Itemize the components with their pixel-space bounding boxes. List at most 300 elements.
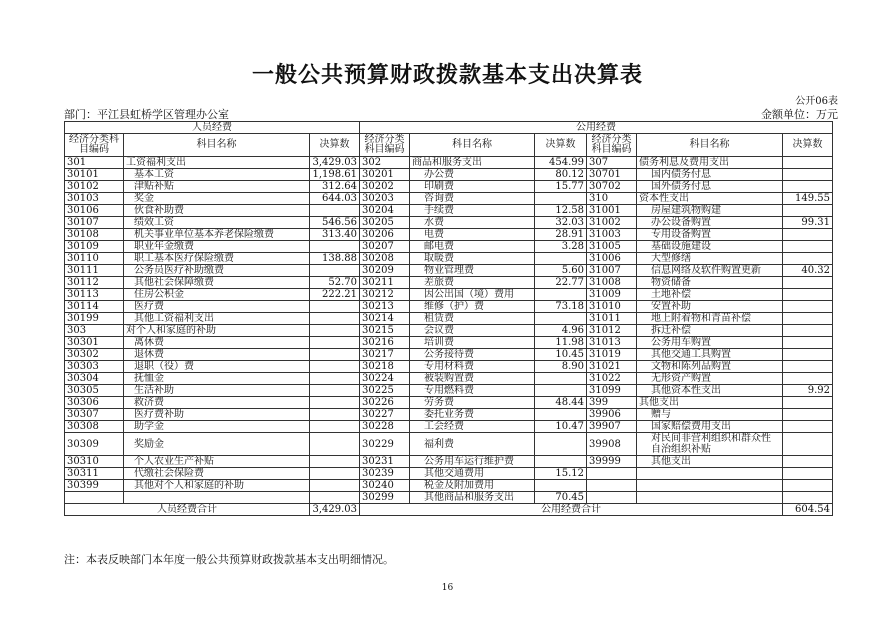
public-b-name-cell: 债务利息及费用支出 — [637, 157, 783, 169]
table-row — [65, 385, 833, 397]
public-b-code-cell: 310 — [587, 193, 637, 205]
personnel-amount-cell — [310, 241, 360, 253]
public-a-code-cell: 302 — [360, 157, 410, 169]
public-b-code-cell: 31007 — [587, 265, 637, 277]
personnel-name-cell: 住房公积金 — [124, 289, 310, 301]
public-b-amount-cell — [783, 253, 833, 265]
public-a-amount-cell — [535, 313, 587, 325]
table-row — [65, 409, 833, 421]
column-header-amount: 决算数 — [310, 134, 360, 157]
table-row — [65, 468, 833, 480]
personnel-code-cell: 30112 — [65, 277, 124, 289]
table-row — [65, 157, 833, 169]
public-b-amount-cell — [783, 277, 833, 289]
personnel-code-cell: 303 — [65, 325, 124, 337]
public-b-code-cell: 399 — [587, 397, 637, 409]
personnel-name-cell: 抚恤金 — [124, 373, 310, 385]
public-a-name-cell: 差旅费 — [410, 277, 535, 289]
personnel-name-cell — [124, 492, 310, 504]
public-a-name-cell: 物业管理费 — [410, 265, 535, 277]
public-a-name-cell: 其他商品和服务支出 — [410, 492, 535, 504]
department-label: 部门：平江县虹桥学区管理办公室 — [64, 108, 229, 121]
public-a-code-cell: 30299 — [360, 492, 410, 504]
footnote: 注：本表反映部门本年度一般公共预算财政拨款基本支出明细情况。 — [64, 553, 394, 566]
personnel-amount-cell — [310, 456, 360, 468]
personnel-name-cell: 离休费 — [124, 337, 310, 349]
public-a-amount-cell — [535, 480, 587, 492]
table-row — [65, 421, 833, 433]
public-a-code-cell: 30225 — [360, 385, 410, 397]
public-b-amount-cell — [783, 337, 833, 349]
public-a-code-cell: 30217 — [360, 349, 410, 361]
column-header-name: 科目名称 — [410, 134, 535, 157]
totals-row — [65, 504, 833, 516]
public-a-amount-cell — [535, 433, 587, 456]
public-b-name-cell: 其他资本性支出 — [637, 385, 783, 397]
public-a-name-cell: 税金及附加费用 — [410, 480, 535, 492]
public-a-amount-cell — [535, 253, 587, 265]
personnel-code-cell: 30107 — [65, 217, 124, 229]
personnel-amount-cell — [310, 480, 360, 492]
public-b-amount-cell — [783, 205, 833, 217]
personnel-amount-cell: 3,429.03 — [310, 157, 360, 169]
column-header-row — [65, 134, 833, 157]
public-b-name-cell: 资本性支出 — [637, 193, 783, 205]
table-row — [65, 193, 833, 205]
public-a-name-cell: 租赁费 — [410, 313, 535, 325]
public-b-amount-cell — [783, 289, 833, 301]
table-row — [65, 456, 833, 468]
public-a-amount-cell: 15.12 — [535, 468, 587, 480]
public-a-amount-cell: 70.45 — [535, 492, 587, 504]
public-a-name-cell: 福利费 — [410, 433, 535, 456]
public-b-amount-cell: 99.31 — [783, 217, 833, 229]
personnel-amount-cell — [310, 468, 360, 480]
public-a-code-cell: 30240 — [360, 480, 410, 492]
column-header-code: 经济分类科目编码 — [65, 134, 124, 157]
public-b-amount-cell: 9.92 — [783, 385, 833, 397]
public-a-amount-cell: 11.98 — [535, 337, 587, 349]
public-b-amount-cell — [783, 229, 833, 241]
public-b-code-cell: 31022 — [587, 373, 637, 385]
public-b-name-cell — [637, 480, 783, 492]
public-a-code-cell: 30201 — [360, 169, 410, 181]
personnel-name-cell: 生活补助 — [124, 385, 310, 397]
public-a-name-cell: 劳务费 — [410, 397, 535, 409]
public-a-code-cell: 30226 — [360, 397, 410, 409]
personnel-code-cell: 30399 — [65, 480, 124, 492]
public-group-header: 公用经费 — [360, 122, 833, 134]
public-a-code-cell: 30205 — [360, 217, 410, 229]
public-b-amount-cell — [783, 409, 833, 421]
personnel-code-cell: 30304 — [65, 373, 124, 385]
public-a-name-cell: 印刷费 — [410, 181, 535, 193]
personnel-amount-cell — [310, 337, 360, 349]
personnel-code-cell: 30306 — [65, 397, 124, 409]
personnel-amount-cell — [310, 397, 360, 409]
public-b-amount-cell: 40.32 — [783, 265, 833, 277]
table-row — [65, 325, 833, 337]
public-total-label: 公用经费合计 — [360, 504, 783, 516]
personnel-code-cell: 30308 — [65, 421, 124, 433]
public-b-name-cell: 专用设备购置 — [637, 229, 783, 241]
column-header-amount: 决算数 — [535, 134, 587, 157]
page-number: 16 — [441, 583, 454, 593]
public-b-amount-cell — [783, 313, 833, 325]
public-a-amount-cell: 15.77 — [535, 181, 587, 193]
public-a-code-cell: 30211 — [360, 277, 410, 289]
public-b-code-cell: 307 — [587, 157, 637, 169]
public-a-amount-cell: 22.77 — [535, 277, 587, 289]
personnel-total-amount: 3,429.03 — [310, 504, 360, 516]
public-b-code-cell: 31009 — [587, 289, 637, 301]
personnel-code-cell: 30113 — [65, 289, 124, 301]
public-b-amount-cell — [783, 433, 833, 456]
personnel-code-cell: 30307 — [65, 409, 124, 421]
public-a-code-cell: 30218 — [360, 361, 410, 373]
public-b-name-cell: 其他支出 — [637, 397, 783, 409]
public-a-name-cell: 会议费 — [410, 325, 535, 337]
personnel-name-cell: 代缴社会保险费 — [124, 468, 310, 480]
table-row — [65, 313, 833, 325]
table-row — [65, 337, 833, 349]
public-b-amount-cell — [783, 169, 833, 181]
public-b-amount-cell — [783, 480, 833, 492]
personnel-amount-cell — [310, 373, 360, 385]
public-a-code-cell: 30209 — [360, 265, 410, 277]
table-row — [65, 480, 833, 492]
public-a-name-cell: 手续费 — [410, 205, 535, 217]
public-b-code-cell: 31008 — [587, 277, 637, 289]
personnel-name-cell: 津贴补贴 — [124, 181, 310, 193]
table-row — [65, 349, 833, 361]
personnel-name-cell: 对个人和家庭的补助 — [124, 325, 310, 337]
public-a-code-cell: 30231 — [360, 456, 410, 468]
personnel-name-cell: 工资福利支出 — [124, 157, 310, 169]
personnel-name-cell: 其他工资福利支出 — [124, 313, 310, 325]
public-b-code-cell: 31002 — [587, 217, 637, 229]
public-a-code-cell: 30224 — [360, 373, 410, 385]
public-a-amount-cell: 28.91 — [535, 229, 587, 241]
personnel-name-cell: 其他对个人和家庭的补助 — [124, 480, 310, 492]
personnel-amount-cell — [310, 265, 360, 277]
table-row — [65, 169, 833, 181]
personnel-code-cell: 30305 — [65, 385, 124, 397]
public-b-code-cell: 31010 — [587, 301, 637, 313]
public-b-amount-cell — [783, 157, 833, 169]
public-a-amount-cell — [535, 193, 587, 205]
table-row — [65, 229, 833, 241]
public-b-name-cell: 赠与 — [637, 409, 783, 421]
personnel-name-cell: 奖金 — [124, 193, 310, 205]
public-b-name-cell: 大型修缮 — [637, 253, 783, 265]
public-b-name-cell: 国家赔偿费用支出 — [637, 421, 783, 433]
personnel-name-cell: 机关事业单位基本养老保险缴费 — [124, 229, 310, 241]
public-b-name-cell: 其他交通工具购置 — [637, 349, 783, 361]
public-b-code-cell — [587, 468, 637, 480]
table-row — [65, 181, 833, 193]
public-b-name-cell: 对民间非营利组织和群众性自治组织补贴 — [637, 433, 783, 456]
public-a-name-cell: 水费 — [410, 217, 535, 229]
public-a-name-cell: 维修（护）费 — [410, 301, 535, 313]
personnel-name-cell: 其他社会保障缴费 — [124, 277, 310, 289]
public-b-code-cell: 31013 — [587, 337, 637, 349]
personnel-name-cell: 绩效工资 — [124, 217, 310, 229]
personnel-code-cell: 30311 — [65, 468, 124, 480]
personnel-amount-cell: 644.03 — [310, 193, 360, 205]
personnel-name-cell: 公务员医疗补助缴费 — [124, 265, 310, 277]
table-row — [65, 265, 833, 277]
public-b-code-cell: 39908 — [587, 433, 637, 456]
public-b-code-cell: 31003 — [587, 229, 637, 241]
public-b-code-cell: 31099 — [587, 385, 637, 397]
public-b-code-cell: 31001 — [587, 205, 637, 217]
public-a-code-cell: 30228 — [360, 421, 410, 433]
public-b-amount-cell — [783, 397, 833, 409]
personnel-amount-cell — [310, 349, 360, 361]
public-b-code-cell: 39999 — [587, 456, 637, 468]
column-header-name: 科目名称 — [637, 134, 783, 157]
table-row — [65, 361, 833, 373]
public-a-amount-cell — [535, 456, 587, 468]
personnel-amount-cell — [310, 409, 360, 421]
public-a-amount-cell: 4.96 — [535, 325, 587, 337]
public-a-name-cell: 咨询费 — [410, 193, 535, 205]
public-b-amount-cell — [783, 241, 833, 253]
public-a-name-cell: 其他交通费用 — [410, 468, 535, 480]
public-a-code-cell: 30212 — [360, 289, 410, 301]
public-b-amount-cell — [783, 373, 833, 385]
public-a-amount-cell: 12.58 — [535, 205, 587, 217]
column-header-code: 经济分类科目编码 — [360, 134, 410, 157]
table-row — [65, 397, 833, 409]
public-b-code-cell: 39906 — [587, 409, 637, 421]
personnel-code-cell: 30110 — [65, 253, 124, 265]
public-b-name-cell: 物资储备 — [637, 277, 783, 289]
personnel-code-cell: 30199 — [65, 313, 124, 325]
personnel-code-cell: 30102 — [65, 181, 124, 193]
public-b-amount-cell — [783, 301, 833, 313]
public-b-code-cell: 39907 — [587, 421, 637, 433]
personnel-name-cell: 职业年金缴费 — [124, 241, 310, 253]
public-b-name-cell: 文物和陈列品购置 — [637, 361, 783, 373]
public-b-name-cell: 房屋建筑物购建 — [637, 205, 783, 217]
table-row — [65, 205, 833, 217]
public-a-code-cell: 30206 — [360, 229, 410, 241]
public-b-code-cell: 30701 — [587, 169, 637, 181]
public-b-name-cell: 办公设备购置 — [637, 217, 783, 229]
public-b-amount-cell — [783, 492, 833, 504]
public-a-code-cell: 30204 — [360, 205, 410, 217]
public-a-amount-cell — [535, 409, 587, 421]
personnel-name-cell: 救济费 — [124, 397, 310, 409]
personnel-name-cell: 医疗费 — [124, 301, 310, 313]
public-b-name-cell: 地上附着物和青苗补偿 — [637, 313, 783, 325]
table-number: 公开06表 — [795, 96, 838, 107]
personnel-amount-cell — [310, 313, 360, 325]
personnel-name-cell: 个人农业生产补贴 — [124, 456, 310, 468]
public-a-amount-cell — [535, 289, 587, 301]
public-b-code-cell — [587, 480, 637, 492]
public-a-name-cell: 专用燃料费 — [410, 385, 535, 397]
personnel-amount-cell: 138.88 — [310, 253, 360, 265]
table-row — [65, 253, 833, 265]
public-a-code-cell: 30208 — [360, 253, 410, 265]
personnel-name-cell: 基本工资 — [124, 169, 310, 181]
public-b-name-cell: 拆迁补偿 — [637, 325, 783, 337]
public-b-name-cell: 其他支出 — [637, 456, 783, 468]
personnel-code-cell — [65, 492, 124, 504]
public-b-amount-cell — [783, 361, 833, 373]
public-b-name-cell: 公务用车购置 — [637, 337, 783, 349]
personnel-amount-cell: 52.70 — [310, 277, 360, 289]
public-a-amount-cell: 32.03 — [535, 217, 587, 229]
public-a-amount-cell: 5.60 — [535, 265, 587, 277]
public-a-code-cell: 30229 — [360, 433, 410, 456]
public-a-name-cell: 邮电费 — [410, 241, 535, 253]
public-a-amount-cell: 454.99 — [535, 157, 587, 169]
public-a-amount-cell: 8.90 — [535, 361, 587, 373]
personnel-name-cell: 退职（役）费 — [124, 361, 310, 373]
public-a-amount-cell: 73.18 — [535, 301, 587, 313]
public-b-name-cell: 土地补偿 — [637, 289, 783, 301]
public-a-name-cell: 因公出国（境）费用 — [410, 289, 535, 301]
public-a-code-cell: 30214 — [360, 313, 410, 325]
public-a-name-cell: 公务接待费 — [410, 349, 535, 361]
public-a-code-cell: 30215 — [360, 325, 410, 337]
expenditure-table — [64, 121, 833, 516]
personnel-code-cell: 30103 — [65, 193, 124, 205]
personnel-name-cell: 退休费 — [124, 349, 310, 361]
public-b-name-cell: 国外债务付息 — [637, 181, 783, 193]
public-b-name-cell: 国内债务付息 — [637, 169, 783, 181]
public-b-name-cell: 安置补助 — [637, 301, 783, 313]
personnel-code-cell: 301 — [65, 157, 124, 169]
personnel-code-cell: 30302 — [65, 349, 124, 361]
personnel-code-cell: 30309 — [65, 433, 124, 456]
public-a-code-cell: 30213 — [360, 301, 410, 313]
personnel-code-cell: 30310 — [65, 456, 124, 468]
table-row — [65, 301, 833, 313]
personnel-amount-cell: 222.21 — [310, 289, 360, 301]
table-row — [65, 241, 833, 253]
public-b-name-cell — [637, 468, 783, 480]
public-a-name-cell: 培训费 — [410, 337, 535, 349]
personnel-total-label: 人员经费合计 — [65, 504, 310, 516]
public-a-name-cell: 专用材料费 — [410, 361, 535, 373]
public-b-code-cell: 31012 — [587, 325, 637, 337]
personnel-code-cell: 30111 — [65, 265, 124, 277]
public-a-name-cell: 委托业务费 — [410, 409, 535, 421]
table-row — [65, 492, 833, 504]
public-a-amount-cell: 3.28 — [535, 241, 587, 253]
public-b-code-cell: 31021 — [587, 361, 637, 373]
public-b-code-cell — [587, 492, 637, 504]
public-b-code-cell: 31011 — [587, 313, 637, 325]
public-a-name-cell: 取暖费 — [410, 253, 535, 265]
public-b-amount-cell — [783, 468, 833, 480]
public-a-name-cell: 电费 — [410, 229, 535, 241]
group-header-row — [65, 122, 833, 134]
personnel-amount-cell — [310, 433, 360, 456]
public-a-code-cell: 30207 — [360, 241, 410, 253]
column-header-name: 科目名称 — [124, 134, 310, 157]
column-header-code: 经济分类科目编码 — [587, 134, 637, 157]
personnel-name-cell: 奖励金 — [124, 433, 310, 456]
public-a-code-cell: 30227 — [360, 409, 410, 421]
personnel-code-cell: 30101 — [65, 169, 124, 181]
personnel-name-cell: 助学金 — [124, 421, 310, 433]
public-b-amount-cell — [783, 325, 833, 337]
table-row — [65, 289, 833, 301]
personnel-amount-cell: 1,198.61 — [310, 169, 360, 181]
public-a-amount-cell — [535, 385, 587, 397]
public-b-code-cell: 30702 — [587, 181, 637, 193]
personnel-code-cell: 30303 — [65, 361, 124, 373]
personnel-amount-cell — [310, 205, 360, 217]
public-b-name-cell: 无形资产购置 — [637, 373, 783, 385]
public-a-code-cell: 30203 — [360, 193, 410, 205]
public-a-name-cell: 被装购置费 — [410, 373, 535, 385]
personnel-amount-cell: 312.64 — [310, 181, 360, 193]
public-a-name-cell: 公务用车运行维护费 — [410, 456, 535, 468]
public-a-code-cell: 30202 — [360, 181, 410, 193]
public-b-code-cell: 31006 — [587, 253, 637, 265]
public-b-code-cell: 31005 — [587, 241, 637, 253]
public-b-name-cell: 信息网络及软件购置更新 — [637, 265, 783, 277]
personnel-amount-cell — [310, 361, 360, 373]
table-row — [65, 217, 833, 229]
public-b-amount-cell — [783, 181, 833, 193]
personnel-group-header: 人员经费 — [65, 122, 360, 134]
public-a-amount-cell: 48.44 — [535, 397, 587, 409]
personnel-amount-cell: 546.56 — [310, 217, 360, 229]
public-a-code-cell: 30216 — [360, 337, 410, 349]
personnel-amount-cell — [310, 385, 360, 397]
table-row — [65, 277, 833, 289]
personnel-name-cell: 医疗费补助 — [124, 409, 310, 421]
public-total-amount: 604.54 — [783, 504, 833, 516]
personnel-name-cell: 职工基本医疗保险缴费 — [124, 253, 310, 265]
column-header-amount: 决算数 — [783, 134, 833, 157]
personnel-amount-cell — [310, 421, 360, 433]
public-b-name-cell — [637, 492, 783, 504]
unit-label: 金额单位：万元 — [761, 108, 838, 121]
personnel-name-cell: 伙食补助费 — [124, 205, 310, 217]
public-b-name-cell: 基础设施建设 — [637, 241, 783, 253]
public-b-amount-cell — [783, 421, 833, 433]
public-a-name-cell: 工会经费 — [410, 421, 535, 433]
personnel-amount-cell — [310, 325, 360, 337]
table-row — [65, 433, 833, 456]
personnel-code-cell: 30106 — [65, 205, 124, 217]
personnel-amount-cell: 313.40 — [310, 229, 360, 241]
public-a-amount-cell: 10.47 — [535, 421, 587, 433]
public-a-code-cell: 30239 — [360, 468, 410, 480]
personnel-amount-cell — [310, 301, 360, 313]
public-a-name-cell: 商品和服务支出 — [410, 157, 535, 169]
public-a-amount-cell — [535, 373, 587, 385]
public-b-amount-cell: 149.55 — [783, 193, 833, 205]
report-title: 一般公共预算财政拨款基本支出决算表 — [251, 62, 643, 88]
public-b-amount-cell — [783, 349, 833, 361]
personnel-code-cell: 30108 — [65, 229, 124, 241]
public-b-amount-cell — [783, 456, 833, 468]
personnel-amount-cell — [310, 492, 360, 504]
public-a-amount-cell: 10.45 — [535, 349, 587, 361]
public-a-amount-cell: 80.12 — [535, 169, 587, 181]
personnel-code-cell: 30109 — [65, 241, 124, 253]
